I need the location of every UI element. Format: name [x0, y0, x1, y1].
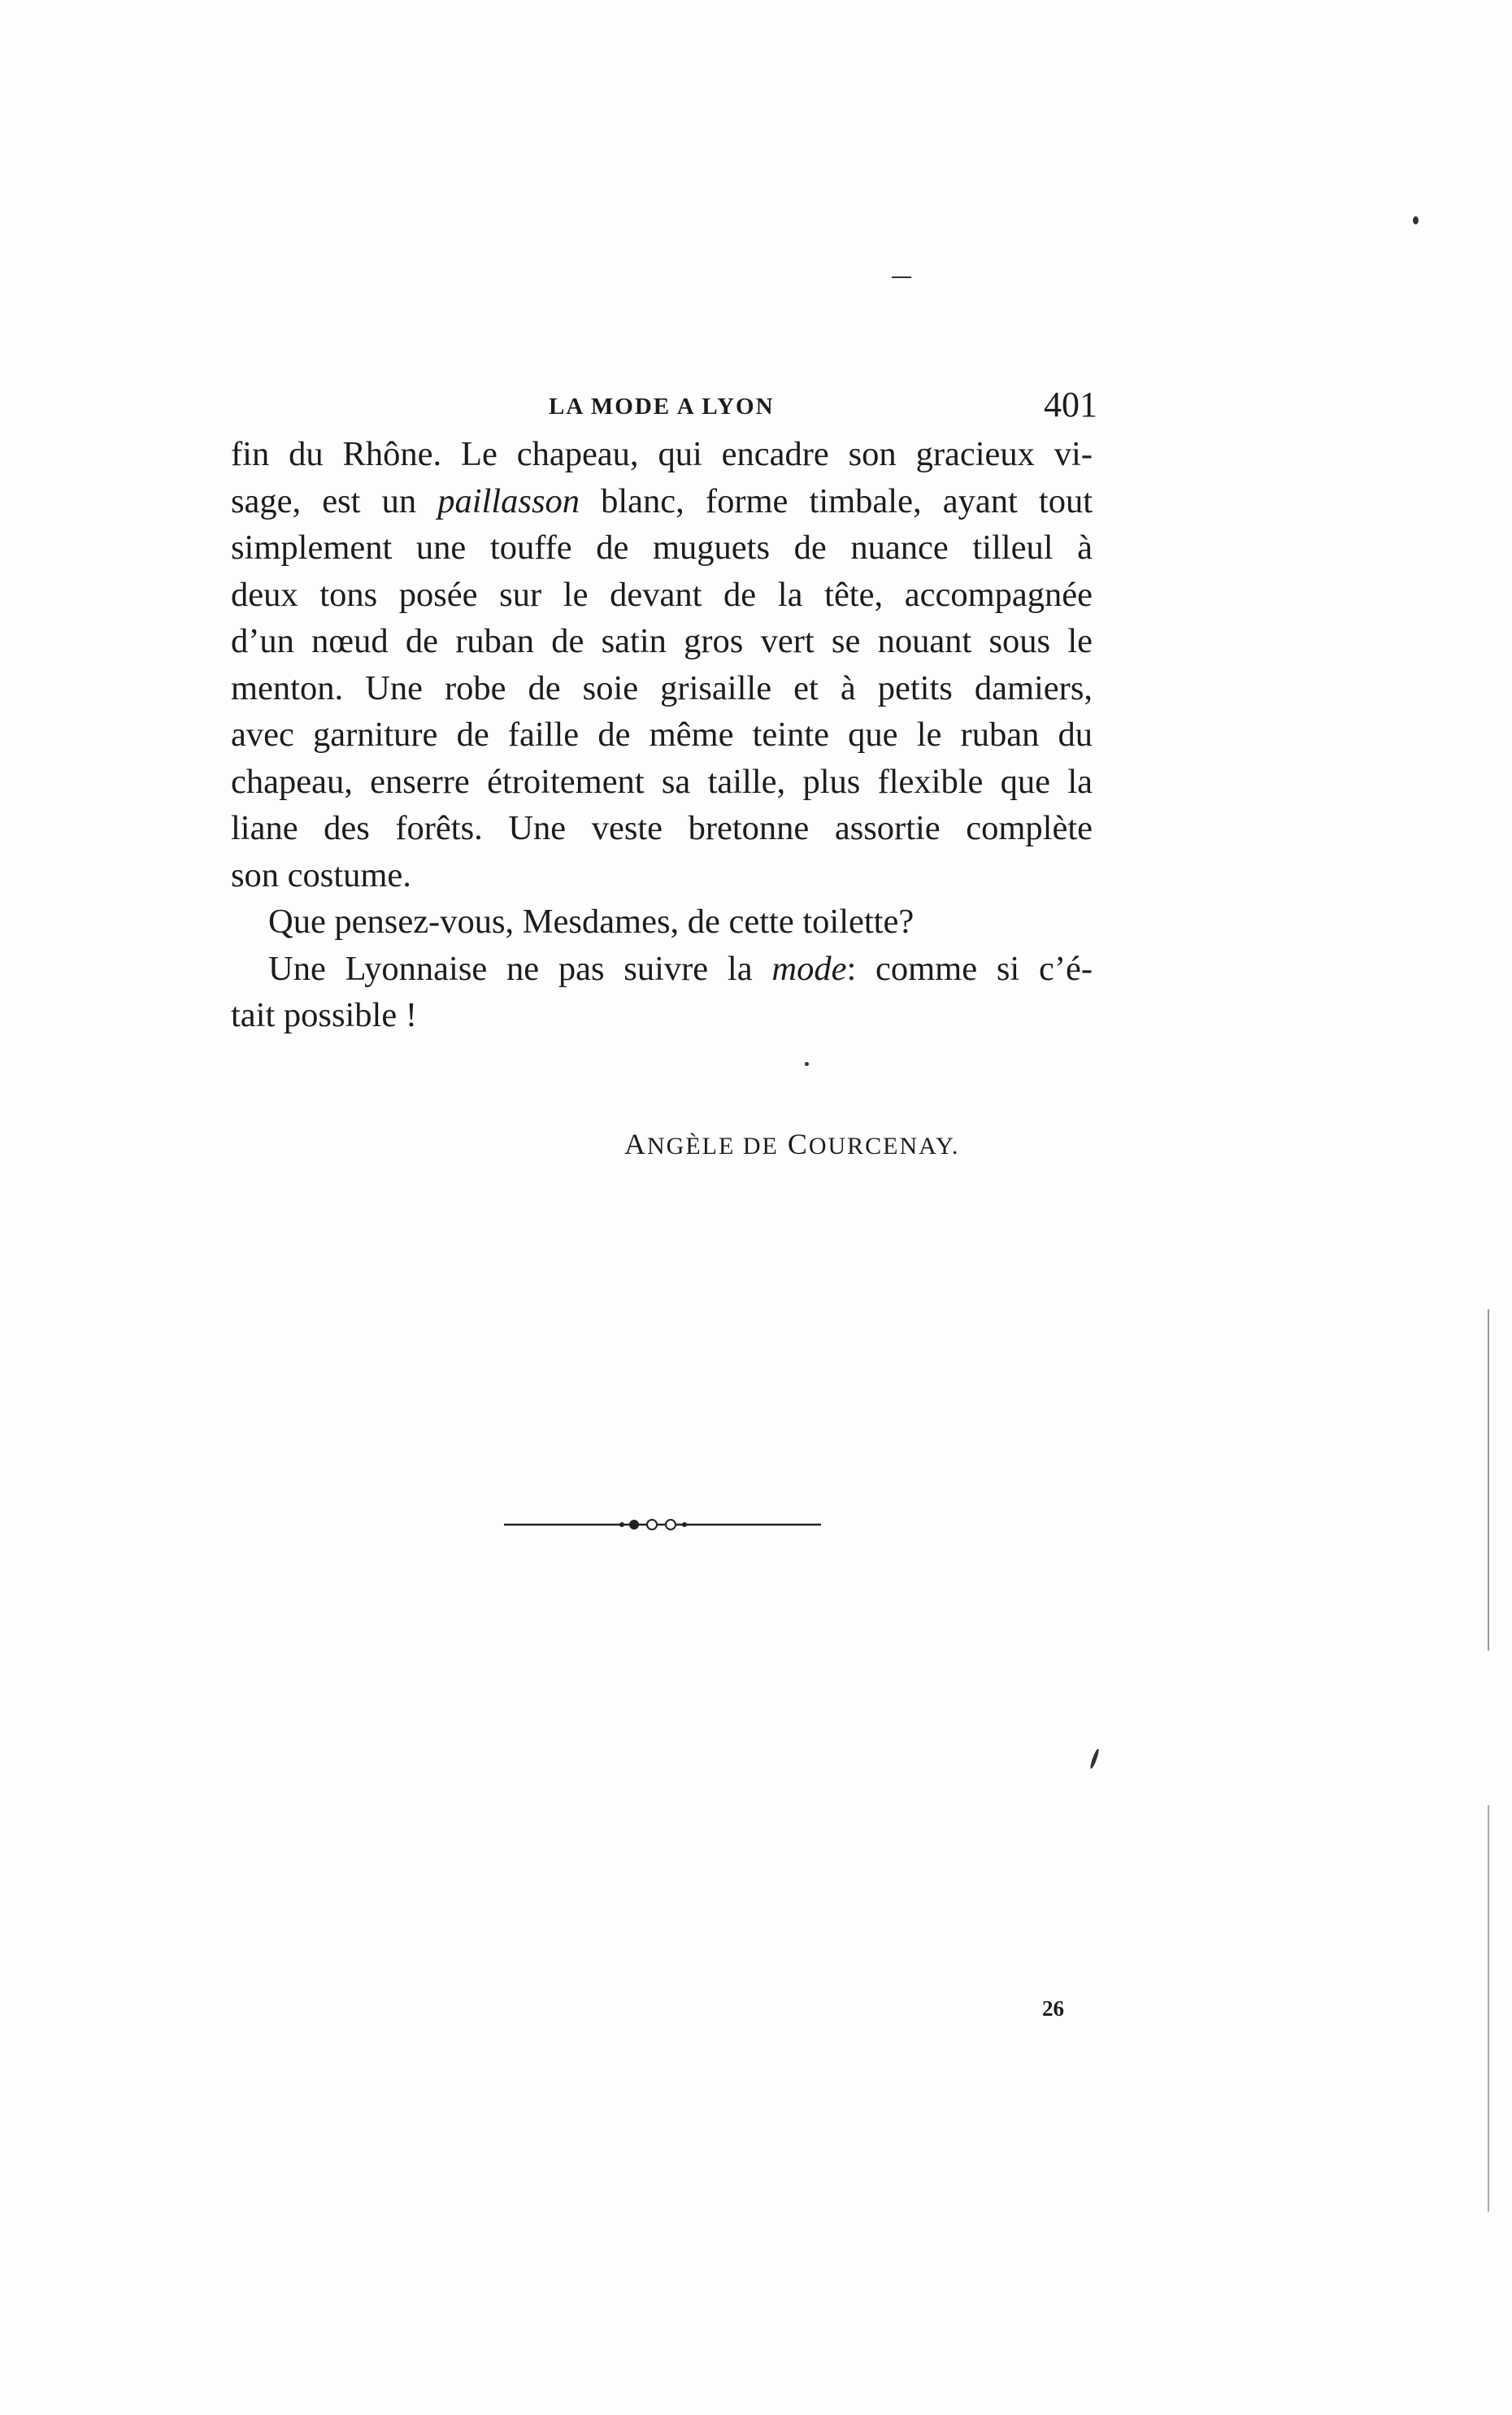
text-line: liane des forêts. Une veste bretonne assortie complète [231, 809, 1093, 847]
text-fragment: blanc, forme timbale, ayant tout [580, 481, 1093, 520]
rule-bead [629, 1520, 639, 1530]
text-line: tait possible ! [231, 996, 417, 1034]
paragraph-1 [231, 431, 1093, 899]
signature-initial: A [624, 1128, 647, 1160]
italic-term: paillasson [437, 481, 580, 520]
text-line [231, 946, 1093, 993]
signature-initial: C [778, 1128, 809, 1160]
text-line [231, 478, 1093, 525]
signature-smallcaps: NGÈLE [647, 1133, 743, 1160]
text-line: menton. Une robe de soie grisaille et à petits damiers, [231, 668, 1093, 707]
rule-ring [647, 1520, 657, 1530]
scan-speck [1488, 1309, 1489, 1651]
scan-speck [1488, 1805, 1489, 2212]
text-line: son costume. [231, 855, 411, 894]
text-line: deux tons posée sur le devant de la tête, accompagnée [231, 575, 1093, 614]
scan-speck [1413, 216, 1419, 224]
paragraph-2 [231, 899, 1093, 946]
italic-term: mode [771, 949, 847, 988]
page-number: 401 [1044, 385, 1097, 424]
text-fragment: Une Lyonnaise ne pas suivre la [268, 949, 772, 988]
scan-speck [1089, 1748, 1101, 1769]
text-line: d’un nœud de ruban de satin gros vert se nouant sous le [231, 622, 1093, 660]
text-line: avec garniture de faille de même teinte que le ruban du [231, 716, 1093, 754]
text-line: fin du Rhône. Le chapeau, qui encadre son gracieux vi- [231, 435, 1093, 473]
rule-dot [682, 1522, 687, 1527]
text-line: chapeau, enserre étroitement sa taille, plus flexible que la [231, 762, 1093, 801]
rule-ring [666, 1520, 676, 1530]
author-signature [624, 1127, 959, 1161]
text-fragment: : comme si c’é- [846, 949, 1093, 988]
signature-smallcaps: OURCENAY. [808, 1133, 960, 1160]
paragraph-3 [231, 946, 1093, 1039]
scan-speck [805, 1062, 809, 1066]
scan-speck [892, 276, 911, 278]
body-text [231, 431, 1093, 1039]
rule-dot [619, 1522, 624, 1527]
text-line: simplement une touffe de muguets de nuance tilleul à [231, 529, 1093, 567]
running-head [228, 385, 1097, 437]
running-title: LA MODE A LYON [549, 394, 775, 420]
text-fragment: Que pensez-vous, Mesdames, de cette toilette? [268, 903, 915, 941]
signature-mark: 26 [1042, 1996, 1064, 2021]
ornamental-rule [504, 1512, 821, 1537]
signature-particle: DE [742, 1133, 779, 1160]
text-fragment: sage, est un [231, 481, 438, 520]
